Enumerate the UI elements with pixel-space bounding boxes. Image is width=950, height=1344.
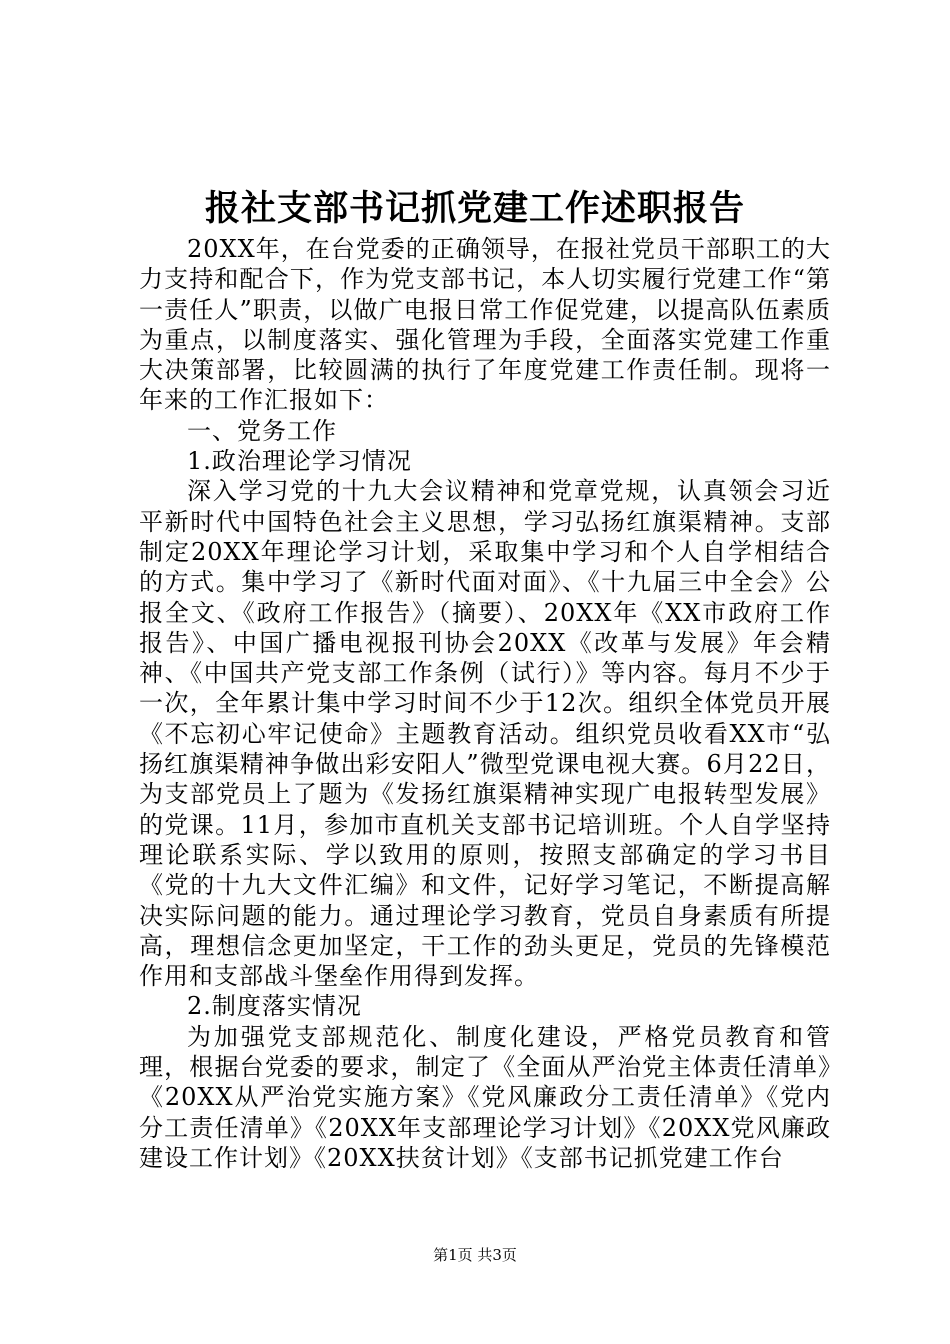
intro-paragraph: 20XX年，在台党委的正确领导，在报社党员干部职工的大力支持和配合下，作为党支部书记，本人切实履行党建工作“第一责任人”职责，以做广电报日常工作促党建，以提高队伍素质为重点，以制度落实、强化管理为手段，全面落实党建工作重大决策部署，比较圆满的执行了年度党建工作责任制。现将一年来的工作汇报如下：: [139, 235, 831, 415]
document-title: 报社支部书记抓党建工作述职报告: [204, 188, 745, 229]
system-implementation-paragraph: 为加强党支部规范化、制度化建设，严格党员教育和管理，根据台党委的要求，制定了《全面从严治党主体责任清单》《20XX从严治党实施方案》《党风廉政分工责任清单》《党内分工责任清单》《20XX年支部理论学习计划》《20XX党风廉政建设工作计划》《20XX扶贫计划》《支部书记抓党建工作台: [139, 1022, 831, 1172]
subsection-heading-system-implementation: 2.制度落实情况: [187, 992, 362, 1021]
subsection-heading-theory-study: 1.政治理论学习情况: [187, 447, 412, 476]
theory-study-paragraph: 深入学习党的十九大会议精神和党章党规，认真领会习近平新时代中国特色社会主义思想，学习弘扬红旗渠精神。支部制定20XX年理论学习计划，采取集中学习和个人自学相结合的方式。集中学习了《新时代面对面》、《十九届三中全会》公报全文、《政府工作报告》（摘要）、20XX年《XX市政府工作报告》、中国广播电视报刊协会20XX《改革与发展》年会精神、《中国共产党支部工作条例（试行）》等内容。每月不少于一次，全年累计集中学习时间不少于12次。组织全体党员开展《不忘初心牢记使命》主题教育活动。组织党员收看XX市“弘扬红旗渠精神争做出彩安阳人”微型党课电视大赛。6月22日，为支部党员上了题为《发扬红旗渠精神实现广电报转型发展》的党课。11月，参加市直机关支部书记培训班。个人自学坚持理论联系实际、学以致用的原则，按照支部确定的学习书目《党的十九大文件汇编》和文件，记好学习笔记，不断提高解决实际问题的能力。通过理论学习教育，党员自身素质有所提高，理想信念更加坚定，干工作的劲头更足，党员的先锋模范作用和支部战斗堡垒作用得到发挥。: [139, 477, 831, 991]
document-body: [139, 234, 831, 1173]
section-heading-party-affairs: 一、党务工作: [187, 416, 337, 445]
page-footer: 第1页 共3页: [433, 1246, 517, 1264]
